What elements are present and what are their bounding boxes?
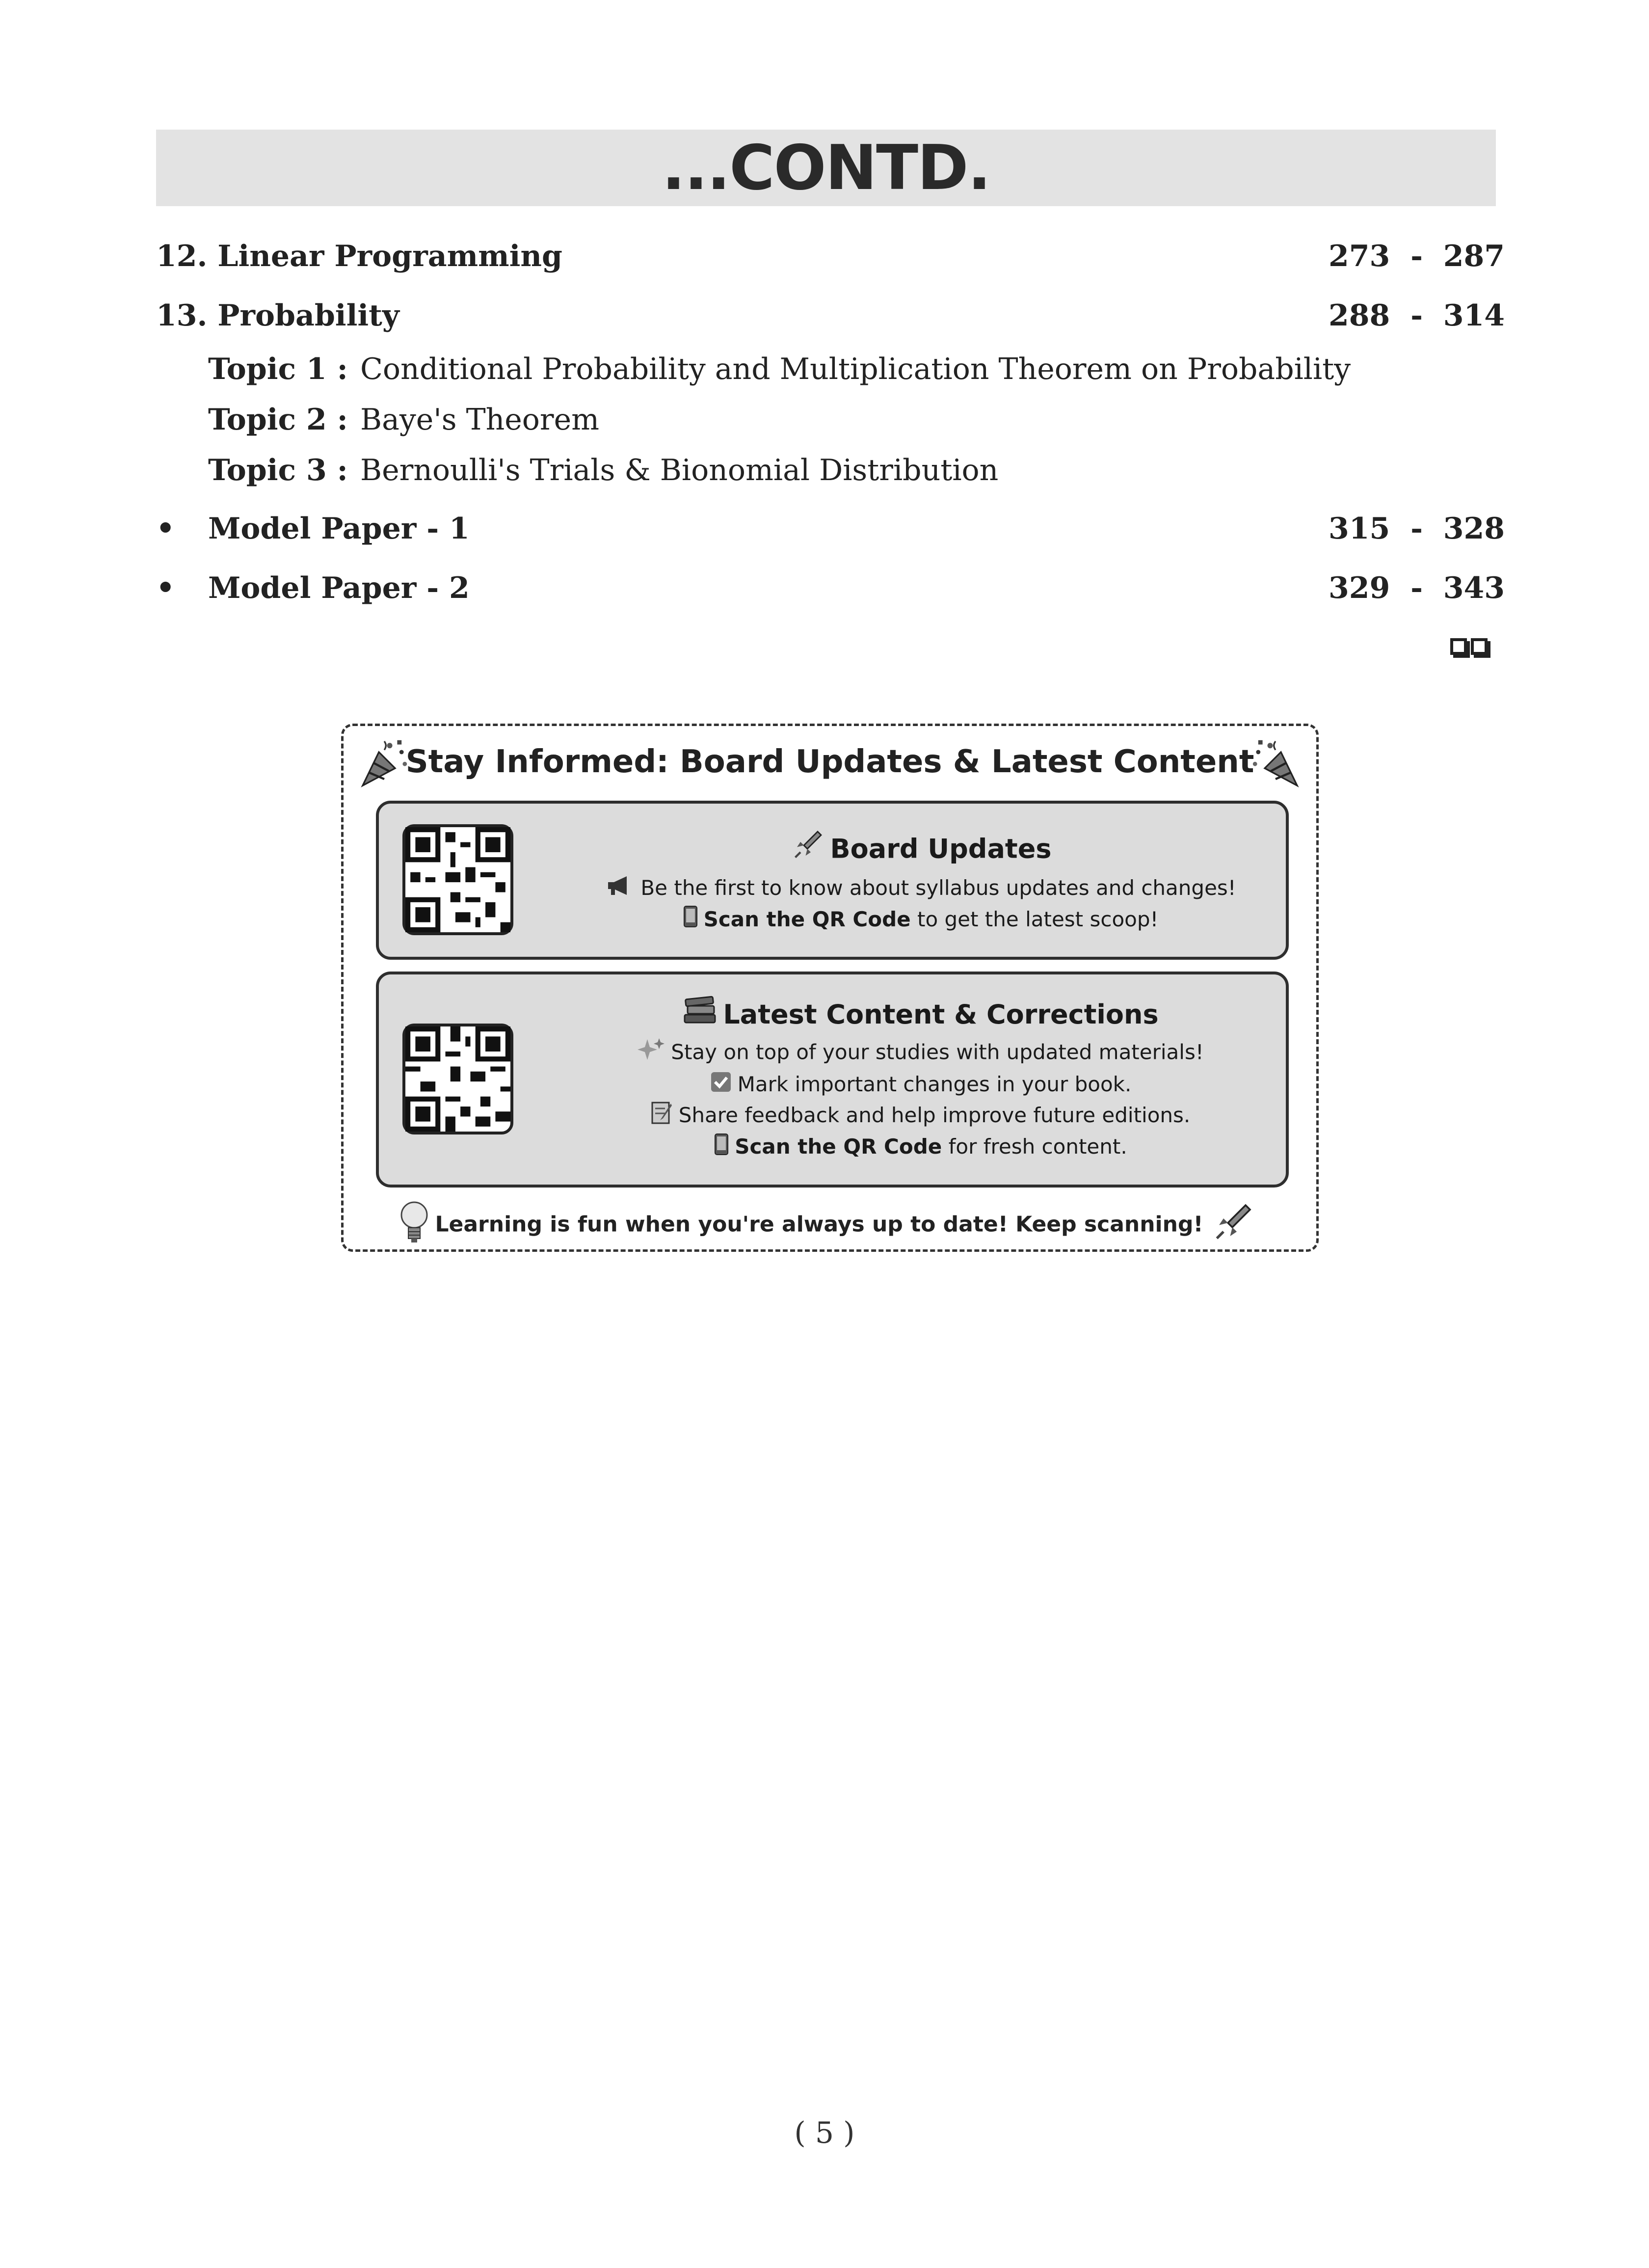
toc-entry-pages: 288 - 314 [1329,298,1505,333]
toc-entry-label: Model Paper - 2 [208,571,470,605]
memo-icon [651,1101,673,1132]
checkbox-icon [710,1071,732,1101]
card-line: Share feedback and help improve future editions. [565,1101,1276,1133]
header-banner [156,130,1496,206]
card-line: Scan the QR Code to get the latest scoop! [565,905,1276,936]
footer-note: Learning is fun when you're always up to date! Keep scanning! [344,1198,1316,1253]
topic-number: Topic 1 : [208,352,348,386]
toc-entry-pages: 315 - 328 [1329,512,1505,546]
qr-code-icon [405,827,510,932]
books-icon [683,995,717,1037]
page-number: ( 5 ) [794,2116,855,2150]
qr-code-latest-content[interactable] [402,1024,513,1134]
stay-informed-box [341,724,1319,1252]
topic-title: Bernoulli's Trials & Bionomial Distribution [360,453,999,487]
topic-title: Conditional Probability and Multiplication Theorem on Probability [360,352,1351,386]
topic-entry [208,400,600,439]
card-line: Stay on top of your studies with updated materials! [565,1037,1276,1070]
lightbulb-icon [399,1198,429,1253]
topic-title: Baye's Theorem [360,403,600,437]
bullet: • [156,512,175,546]
toc-entry-label: Model Paper - 1 [208,512,470,546]
phone-icon [714,1133,729,1163]
box-title: Stay Informed: Board Updates & Latest Content [405,744,1254,780]
end-of-section-mark [1450,638,1488,655]
topic-entry [208,451,999,490]
card-heading: Board Updates [565,828,1276,873]
card-line: Mark important changes in your book. [565,1070,1276,1101]
topic-entry [208,350,1351,389]
sparkles-icon [638,1037,665,1070]
phone-icon [683,905,698,936]
toc-entry-pages: 329 - 343 [1329,571,1505,605]
card-heading: Latest Content & Corrections [565,995,1276,1037]
card-line: Scan the QR Code for fresh content. [565,1132,1276,1163]
end-square-icon [1471,638,1488,655]
toc-entry-label: 12. Linear Programming [156,239,562,273]
bullet: • [156,571,175,605]
toc-entry-pages: 273 - 287 [1329,239,1505,273]
rocket-icon [1210,1201,1254,1250]
qr-code-icon [405,1026,510,1132]
topic-number: Topic 3 : [208,453,348,487]
rocket-icon [790,828,824,873]
qr-code-board-updates[interactable] [402,824,513,935]
board-updates-card [376,801,1289,960]
toc-entry-label: 13. Probability [156,298,399,333]
card-line: Be the first to know about syllabus updates and changes! [565,873,1276,905]
topic-number: Topic 2 : [208,403,348,437]
megaphone-icon [605,874,635,905]
latest-content-card [376,972,1289,1188]
page-title: ...CONTD. [662,132,990,204]
end-square-icon [1450,638,1467,655]
